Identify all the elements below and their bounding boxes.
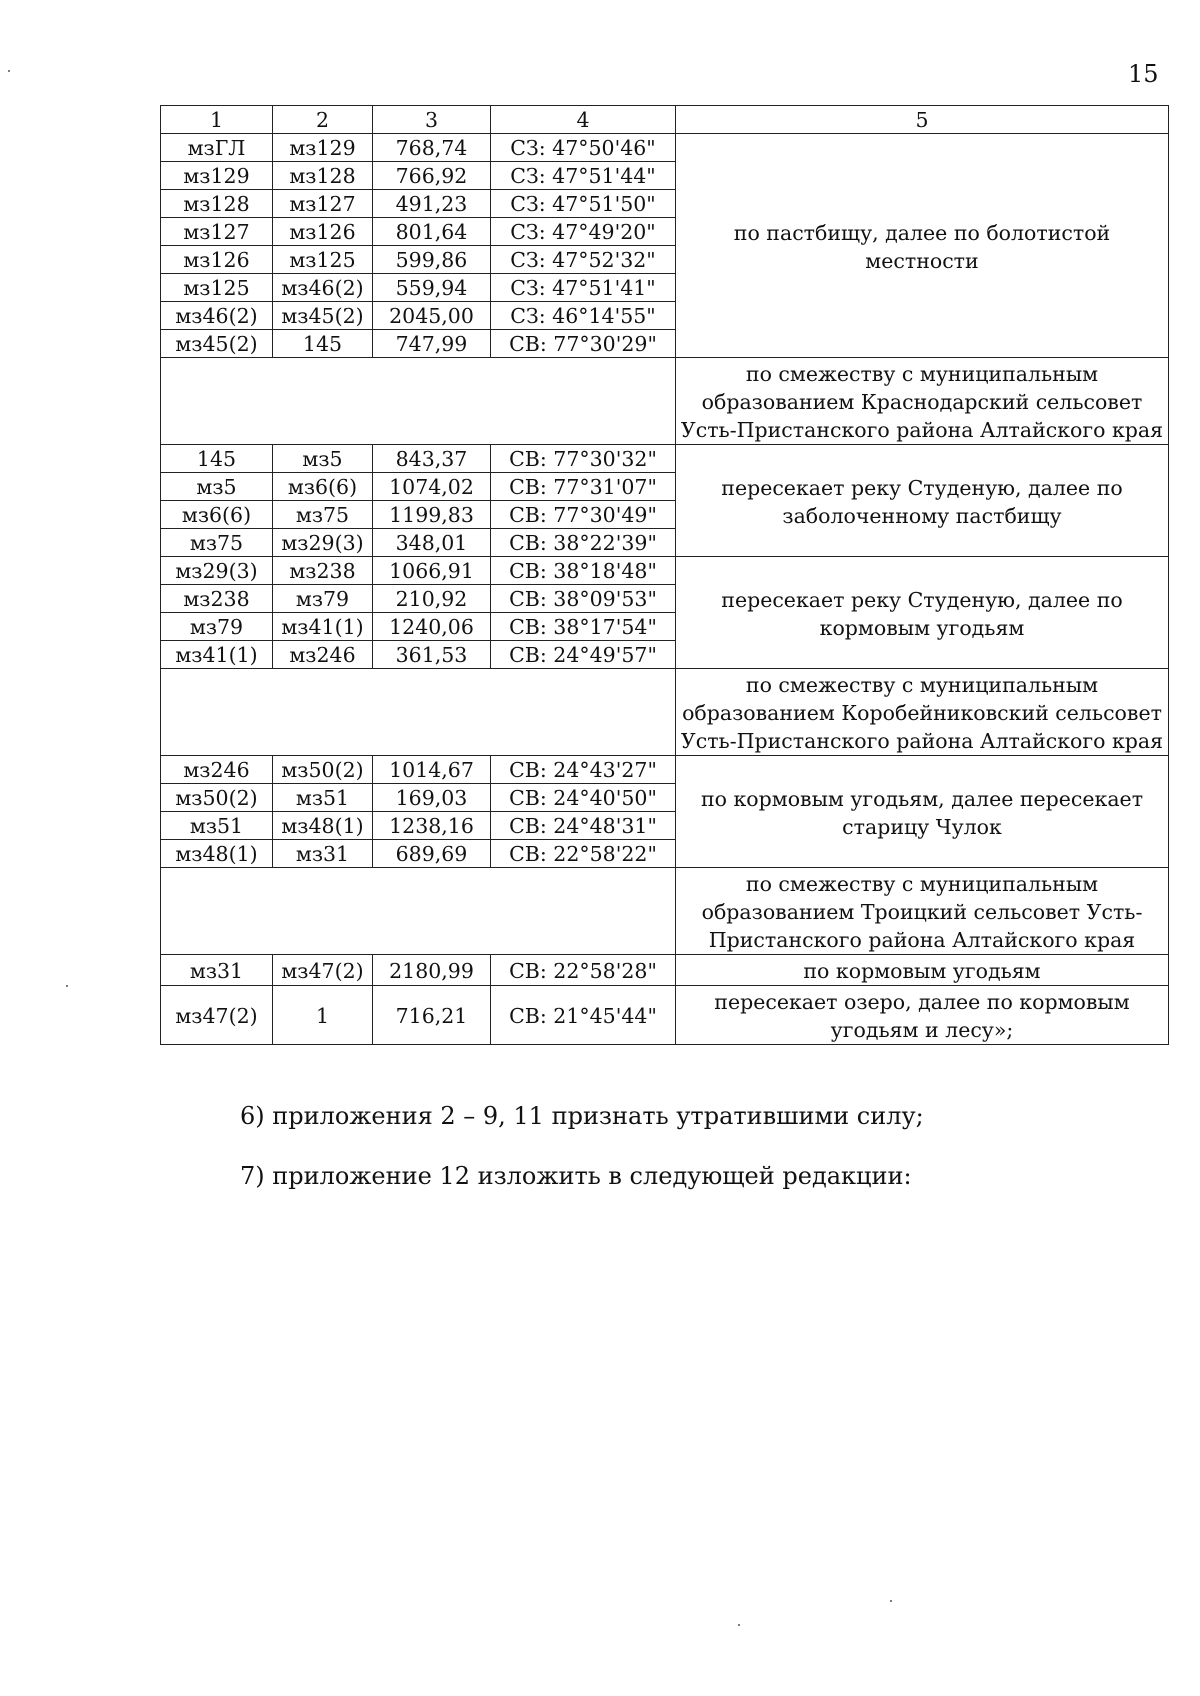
- adjacency-note-row: [161, 358, 1169, 445]
- from-point-cell: 145: [161, 445, 273, 473]
- from-point-cell: мз50(2): [161, 784, 273, 812]
- bearing-cell: СЗ: 47°49'20": [491, 218, 676, 246]
- to-point-cell: мз75: [273, 501, 373, 529]
- distance-cell: 747,99: [373, 330, 491, 358]
- bearing-cell: СВ: 38°18'48": [491, 557, 676, 585]
- route-description: пересекает реку Студеную, далее по кормовым угодьям: [676, 557, 1169, 669]
- from-point-cell: мз75: [161, 529, 273, 557]
- to-point-cell: мз126: [273, 218, 373, 246]
- distance-cell: 210,92: [373, 585, 491, 613]
- distance-cell: 689,69: [373, 840, 491, 868]
- bearing-cell: СЗ: 46°14'55": [491, 302, 676, 330]
- distance-cell: 768,74: [373, 134, 491, 162]
- from-point-cell: мзГЛ: [161, 134, 273, 162]
- blank-cell: [161, 669, 676, 756]
- distance-cell: 1014,67: [373, 756, 491, 784]
- to-point-cell: мз5: [273, 445, 373, 473]
- adjacency-note: по смежеству с муниципальным образованием Троицкий сельсовет Усть-Пристанского района Алтайского края: [676, 868, 1169, 955]
- page-number: 15: [1128, 60, 1159, 88]
- to-point-cell: мз238: [273, 557, 373, 585]
- column-header-4: 4: [491, 106, 676, 134]
- to-point-cell: мз51: [273, 784, 373, 812]
- from-point-cell: мз238: [161, 585, 273, 613]
- table-row: [161, 986, 1169, 1045]
- to-point-cell: мз6(6): [273, 473, 373, 501]
- route-description: пересекает реку Студеную, далее по заболоченному пастбищу: [676, 445, 1169, 557]
- bearing-cell: СВ: 24°43'27": [491, 756, 676, 784]
- adjacency-note: по смежеству с муниципальным образованием Коробейниковский сельсовет Усть-Пристанского района Алтайского края: [676, 669, 1169, 756]
- to-point-cell: мз79: [273, 585, 373, 613]
- from-point-cell: мз125: [161, 274, 273, 302]
- from-point-cell: мз29(3): [161, 557, 273, 585]
- bearing-cell: СВ: 38°17'54": [491, 613, 676, 641]
- distance-cell: 843,37: [373, 445, 491, 473]
- boundary-table: [160, 105, 1169, 1045]
- from-point-cell: мз47(2): [161, 986, 273, 1045]
- to-point-cell: мз45(2): [273, 302, 373, 330]
- table-row: [161, 557, 1169, 585]
- scan-speck: [8, 70, 10, 72]
- to-point-cell: мз47(2): [273, 955, 373, 986]
- distance-cell: 716,21: [373, 986, 491, 1045]
- adjacency-note: по смежеству с муниципальным образованием Краснодарский сельсовет Усть-Пристанского района Алтайского края: [676, 358, 1169, 445]
- to-point-cell: мз31: [273, 840, 373, 868]
- distance-cell: 1199,83: [373, 501, 491, 529]
- column-header-5: 5: [676, 106, 1169, 134]
- to-point-cell: мз246: [273, 641, 373, 669]
- distance-cell: 2180,99: [373, 955, 491, 986]
- to-point-cell: мз41(1): [273, 613, 373, 641]
- bearing-cell: СВ: 77°30'32": [491, 445, 676, 473]
- scan-speck: [738, 1624, 740, 1626]
- distance-cell: 1240,06: [373, 613, 491, 641]
- to-point-cell: 1: [273, 986, 373, 1045]
- blank-cell: [161, 358, 676, 445]
- bearing-cell: СВ: 77°31'07": [491, 473, 676, 501]
- bearing-cell: СВ: 24°48'31": [491, 812, 676, 840]
- from-point-cell: мз79: [161, 613, 273, 641]
- bearing-cell: СВ: 22°58'22": [491, 840, 676, 868]
- to-point-cell: мз29(3): [273, 529, 373, 557]
- bearing-cell: СЗ: 47°52'32": [491, 246, 676, 274]
- adjacency-note-row: [161, 868, 1169, 955]
- from-point-cell: мз128: [161, 190, 273, 218]
- bearing-cell: СВ: 77°30'49": [491, 501, 676, 529]
- to-point-cell: мз125: [273, 246, 373, 274]
- from-point-cell: мз48(1): [161, 840, 273, 868]
- route-description: по пастбищу, далее по болотистой местности: [676, 134, 1169, 358]
- bearing-cell: СВ: 21°45'44": [491, 986, 676, 1045]
- from-point-cell: мз6(6): [161, 501, 273, 529]
- distance-cell: 766,92: [373, 162, 491, 190]
- table-row: [161, 955, 1169, 986]
- distance-cell: 2045,00: [373, 302, 491, 330]
- bearing-cell: СВ: 38°09'53": [491, 585, 676, 613]
- bearing-cell: СЗ: 47°51'50": [491, 190, 676, 218]
- from-point-cell: мз46(2): [161, 302, 273, 330]
- to-point-cell: 145: [273, 330, 373, 358]
- from-point-cell: мз5: [161, 473, 273, 501]
- to-point-cell: мз129: [273, 134, 373, 162]
- distance-cell: 1074,02: [373, 473, 491, 501]
- to-point-cell: мз46(2): [273, 274, 373, 302]
- from-point-cell: мз31: [161, 955, 273, 986]
- distance-cell: 491,23: [373, 190, 491, 218]
- to-point-cell: мз48(1): [273, 812, 373, 840]
- bearing-cell: СЗ: 47°51'41": [491, 274, 676, 302]
- distance-cell: 559,94: [373, 274, 491, 302]
- table-row: [161, 445, 1169, 473]
- bearing-cell: СВ: 22°58'28": [491, 955, 676, 986]
- blank-cell: [161, 868, 676, 955]
- bearing-cell: СЗ: 47°50'46": [491, 134, 676, 162]
- route-description: по кормовым угодьям, далее пересекает старицу Чулок: [676, 756, 1169, 868]
- table-row: [161, 756, 1169, 784]
- distance-cell: 801,64: [373, 218, 491, 246]
- bearing-cell: СВ: 24°49'57": [491, 641, 676, 669]
- from-point-cell: мз45(2): [161, 330, 273, 358]
- bearing-cell: СВ: 77°30'29": [491, 330, 676, 358]
- distance-cell: 348,01: [373, 529, 491, 557]
- table-header-row: [161, 106, 1169, 134]
- from-point-cell: мз51: [161, 812, 273, 840]
- from-point-cell: мз126: [161, 246, 273, 274]
- from-point-cell: мз129: [161, 162, 273, 190]
- bearing-cell: СВ: 24°40'50": [491, 784, 676, 812]
- distance-cell: 1238,16: [373, 812, 491, 840]
- from-point-cell: мз246: [161, 756, 273, 784]
- column-header-1: 1: [161, 106, 273, 134]
- to-point-cell: мз128: [273, 162, 373, 190]
- adjacency-note-row: [161, 669, 1169, 756]
- route-description: пересекает озеро, далее по кормовым угодьям и лесу»;: [676, 986, 1169, 1045]
- distance-cell: 169,03: [373, 784, 491, 812]
- from-point-cell: мз127: [161, 218, 273, 246]
- to-point-cell: мз50(2): [273, 756, 373, 784]
- scan-speck: [890, 1600, 892, 1602]
- from-point-cell: мз41(1): [161, 641, 273, 669]
- column-header-3: 3: [373, 106, 491, 134]
- distance-cell: 599,86: [373, 246, 491, 274]
- bearing-cell: СЗ: 47°51'44": [491, 162, 676, 190]
- to-point-cell: мз127: [273, 190, 373, 218]
- route-description: по кормовым угодьям: [676, 955, 1169, 986]
- table-row: [161, 134, 1169, 162]
- column-header-2: 2: [273, 106, 373, 134]
- bearing-cell: СВ: 38°22'39": [491, 529, 676, 557]
- paragraph-item-6: 6) приложения 2 – 9, 11 признать утратившими силу;: [240, 1102, 924, 1130]
- scan-speck: [66, 985, 68, 987]
- distance-cell: 361,53: [373, 641, 491, 669]
- paragraph-item-7: 7) приложение 12 изложить в следующей редакции:: [240, 1162, 912, 1190]
- distance-cell: 1066,91: [373, 557, 491, 585]
